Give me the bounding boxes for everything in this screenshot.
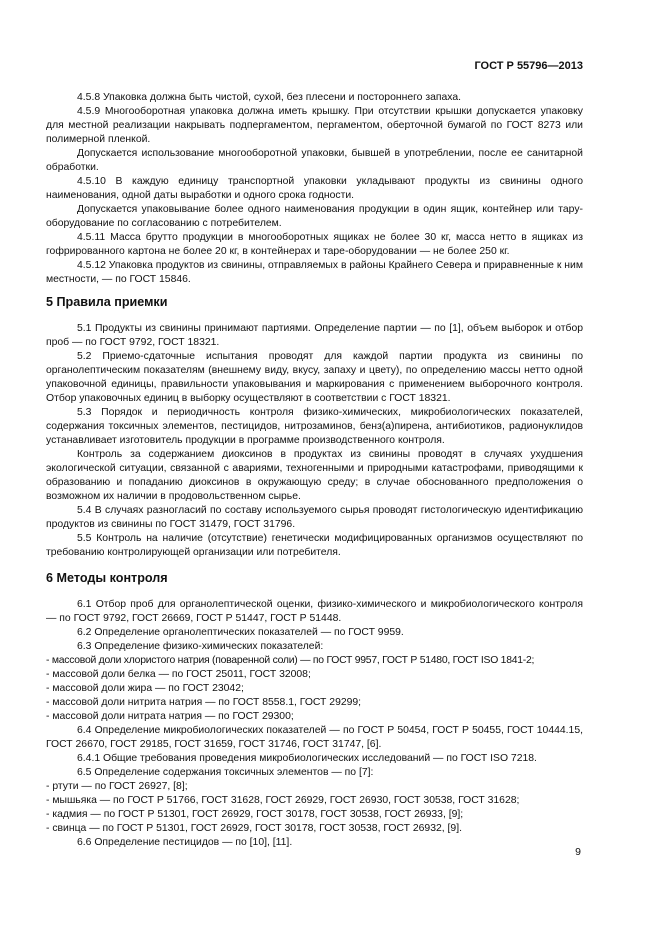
paragraph-5-4: 5.4 В случаях разногласий по составу используемого сырья проводят гистологическую идентификацию продуктов из свинины по ГОСТ 31479, ГОСТ 31796. xyxy=(46,505,583,530)
list-item-mercury: - ртути — по ГОСТ 26927, [8]; xyxy=(46,781,188,792)
section-6-heading: 6 Методы контроля xyxy=(46,571,168,585)
page-header-standard-number: ГОСТ Р 55796—2013 xyxy=(474,60,583,72)
list-item-nitrate: - массовой доли нитрата натрия — по ГОСТ 29300; xyxy=(46,711,294,722)
list-item-protein: - массовой доли белка — по ГОСТ 25011, ГОСТ 32008; xyxy=(46,669,311,680)
list-item-lead: - свинца — по ГОСТ Р 51301, ГОСТ 26929, ГОСТ 30178, ГОСТ 30538, ГОСТ 26932, [9]. xyxy=(46,823,462,834)
paragraph-4-5-8: 4.5.8 Упаковка должна быть чистой, сухой, без плесени и постороннего запаха. xyxy=(77,92,462,103)
paragraph-5-2: 5.2 Приемо-сдаточные испытания проводят для каждой партии продукта из свинины по органолептическим показателям (внешнему виду, вкусу, запаху и цвету), по определению массы нетто одной упаковочной единицы, правильности упаковывания и маркирования с применением выборочного контроля. Отбор упаковочных единиц в выборку осуществляют в соответствии с ГОСТ 18321. xyxy=(46,351,583,404)
paragraph-6-6: 6.6 Определение пестицидов — по [10], [11]. xyxy=(77,837,293,848)
paragraph-4-5-11: 4.5.11 Масса брутто продукции в многооборотных ящиках не более 30 кг, масса нетто в ящиках из гофрированного картона не более 20 кг, в контейнерах и таре-оборудовании — не более 250 кг. xyxy=(46,232,583,257)
paragraph-4-5-9: 4.5.9 Многооборотная упаковка должна иметь крышку. При отсутствии крышки допускается упаковку для местной реализации накрывать подпергаментом, пергаментом, оберточной бумагой по ГОСТ 8273 или полимерной пленкой. xyxy=(46,106,583,145)
list-item-nitrite: - массовой доли нитрита натрия — по ГОСТ 8558.1, ГОСТ 29299; xyxy=(46,697,362,708)
list-item-fat: - массовой доли жира — по ГОСТ 23042; xyxy=(46,683,244,694)
list-item-cadmium: - кадмия — по ГОСТ Р 51301, ГОСТ 26929, ГОСТ 30178, ГОСТ 30538, ГОСТ 26933, [9]; xyxy=(46,809,464,820)
paragraph-5-3: 5.3 Порядок и периодичность контроля физико-химических, микробиологических показателей, содержания токсичных элементов, пестицидов, нитрозаминов, бенз(а)пирена, антибиотиков, радионуклидов устанавливает изготовитель продукции в программе производственного контроля. xyxy=(46,407,583,446)
paragraph-6-3: 6.3 Определение физико-химических показателей: xyxy=(77,641,324,652)
paragraph-4-5-10-multiple: Допускается упаковывание более одного наименования продукции в один ящик, контейнер или тару-оборудование по согласованию с потребителем. xyxy=(46,204,583,229)
paragraph-4-5-12: 4.5.12 Упаковка продуктов из свинины, отправляемых в районы Крайнего Севера и приравненные к ним местности, — по ГОСТ 15846. xyxy=(46,260,583,285)
paragraph-6-5: 6.5 Определение содержания токсичных элементов — по [7]: xyxy=(77,767,374,778)
paragraph-5-5: 5.5 Контроль на наличие (отсутствие) генетически модифицированных организмов осуществляют по требованию контролирующей организации или потребителя. xyxy=(46,533,583,558)
paragraph-6-2: 6.2 Определение органолептических показателей — по ГОСТ 9959. xyxy=(77,627,404,638)
section-6 xyxy=(46,570,583,850)
list-item-salt: - массовой доли хлористого натрия (поваренной соли) — по ГОСТ 9957, ГОСТ Р 51480, ГОСТ ISO 1841-2; xyxy=(46,655,535,666)
paragraph-4-5-9-reuse: Допускается использование многооборотной упаковки, бывшей в употреблении, после ее санитарной обработки. xyxy=(46,148,583,173)
section-5 xyxy=(46,294,583,560)
section-4-5-text xyxy=(46,91,583,287)
paragraph-5-3-dioxins: Контроль за содержанием диоксинов в продуктах из свинины проводят в случаях ухудшения экологической ситуации, связанной с авариями, техногенными и природными катастрофами, приводящими к образованию и попаданию диоксинов в окружающую среду; в случае обоснованного предположения о возможном их наличии в продовольственном сырье. xyxy=(46,449,583,502)
paragraph-5-1: 5.1 Продукты из свинины принимают партиями. Определение партии — по [1], объем выборок и отбор проб — по ГОСТ 9792, ГОСТ 18321. xyxy=(46,323,583,348)
paragraph-6-4: 6.4 Определение микробиологических показателей — по ГОСТ Р 50454, ГОСТ Р 50455, ГОСТ 10444.15, ГОСТ 26670, ГОСТ 29185, ГОСТ 31659, ГОСТ 31746, ГОСТ 31747, [6]. xyxy=(46,725,583,750)
paragraph-6-4-1: 6.4.1 Общие требования проведения микробиологических исследований — по ГОСТ ISO 7218. xyxy=(77,753,537,764)
section-5-heading: 5 Правила приемки xyxy=(46,295,168,309)
page-number: 9 xyxy=(575,846,581,858)
paragraph-4-5-10: 4.5.10 В каждую единицу транспортной упаковки укладывают продукты из свинины одного наименования, одной даты выработки и одного срока годности. xyxy=(46,176,583,201)
paragraph-6-1: 6.1 Отбор проб для органолептической оценки, физико-химического и микробиологического контроля — по ГОСТ 9792, ГОСТ 26669, ГОСТ Р 51447, ГОСТ Р 51448. xyxy=(46,599,583,624)
list-item-arsenic: - мышьяка — по ГОСТ Р 51766, ГОСТ 31628, ГОСТ 26929, ГОСТ 26930, ГОСТ 30538, ГОСТ 31628; xyxy=(46,795,520,806)
